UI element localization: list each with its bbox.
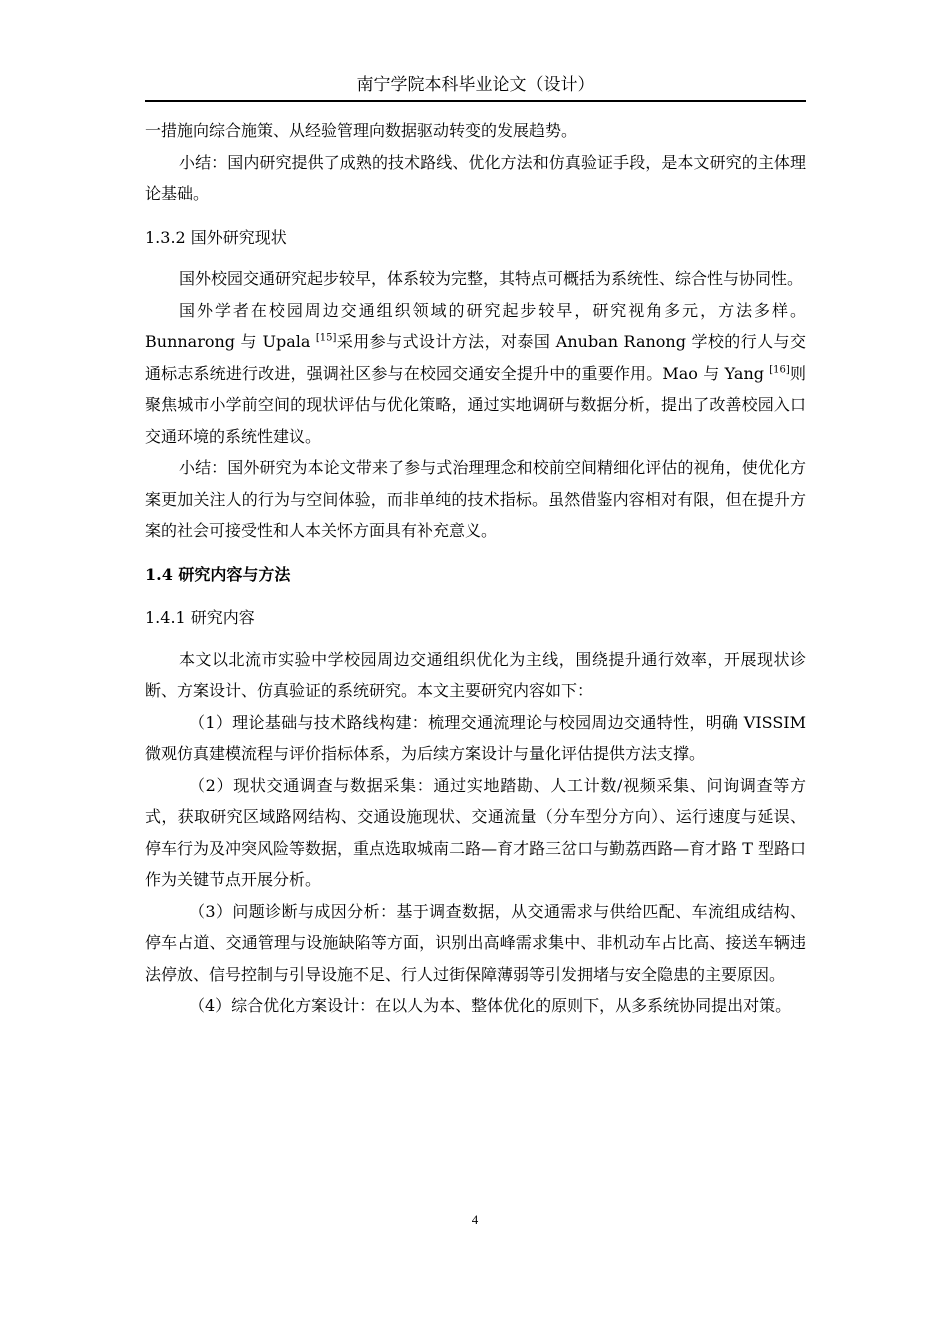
document-body [145,115,806,1022]
list-item-3: （3）问题诊断与成因分析：基于调查数据，从交通需求与供给匹配、车流组成结构、停车占道、交通管理与设施缺陷等方面，识别出高峰需求集中、非机动车占比高、接送车辆违法停放、信号控制与引导设施不足、行人过街保障薄弱等引发拥堵与安全隐患的主要原因。 [145,901,806,984]
paragraph: 一措施向综合施策、从经验管理向数据驱动转变的发展趋势。 [145,121,578,140]
page-header: 南宁学院本科毕业论文（设计） [145,72,806,102]
paragraph: 国外校园交通研究起步较早，体系较为完整，其特点可概括为系统性、综合性与协同性。 [179,269,804,288]
text-span: 采用参与式设计方法，对泰国 Anuban Ranong 学校的行人与交通标志系统进行改进，强调社区参与在校园交通安全提升中的重要作用。Mao 与 Yang [145,332,806,383]
subsection-heading-1-4-1: 1.4.1 研究内容 [145,608,255,627]
summary-foreign: 小结：国外研究为本论文带来了参与式治理理念和校前空间精细化评估的视角，使优化方案更加关注人的行为与空间体验，而非单纯的技术指标。虽然借鉴内容相对有限，但在提升方案的社会可接受性和人本关怀方面具有补充意义。 [145,458,806,540]
list-item-2: （2）现状交通调查与数据采集：通过实地踏勘、人工计数/视频采集、问询调查等方式，获取研究区域路网结构、交通设施现状、交通流量（分车型分方向）、运行速度与延误、停车行为及冲突风险等数据，重点选取城南二路—育才路三岔口与勤荔西路—育才路 T 型路口作为关键节点开展分析。 [145,775,806,889]
paragraph: 本文以北流市实验中学校园周边交通组织优化为主线，围绕提升通行效率，开展现状诊断、方案设计、仿真验证的系统研究。本文主要研究内容如下： [145,649,806,700]
page-number: 4 [471,1212,479,1227]
citation-16: [16] [769,364,790,376]
list-item-1: （1）理论基础与技术路线构建：梳理交通流理论与校园周边交通特性，明确 VISSIM 微观仿真建模流程与评价指标体系，为后续方案设计与量化评估提供方法支撑。 [145,712,806,763]
section-heading-1-4: 1.4 研究内容与方法 [145,564,291,584]
summary-domestic: 小结：国内研究提供了成熟的技术路线、优化方法和仿真验证手段，是本文研究的主体理论基础。 [145,152,806,203]
text-span: 则聚焦城市小学前空间的现状评估与优化策略，通过实地调研与数据分析，提出了改善校园入口交通环境的系统性建议。 [145,363,806,446]
text-span: 国外学者在校园周边交通组织领域的研究起步较早，研究视角多元，方法多样。Bunnarong 与 Upala [145,300,806,351]
subsection-heading-1-3-2: 1.3.2 国外研究现状 [145,227,287,247]
list-item-4: （4）综合优化方案设计：在以人为本、整体优化的原则下，从多系统协同提出对策。 [189,996,792,1015]
citation-15: [15] [315,332,337,344]
paragraph-with-citations [145,295,806,453]
